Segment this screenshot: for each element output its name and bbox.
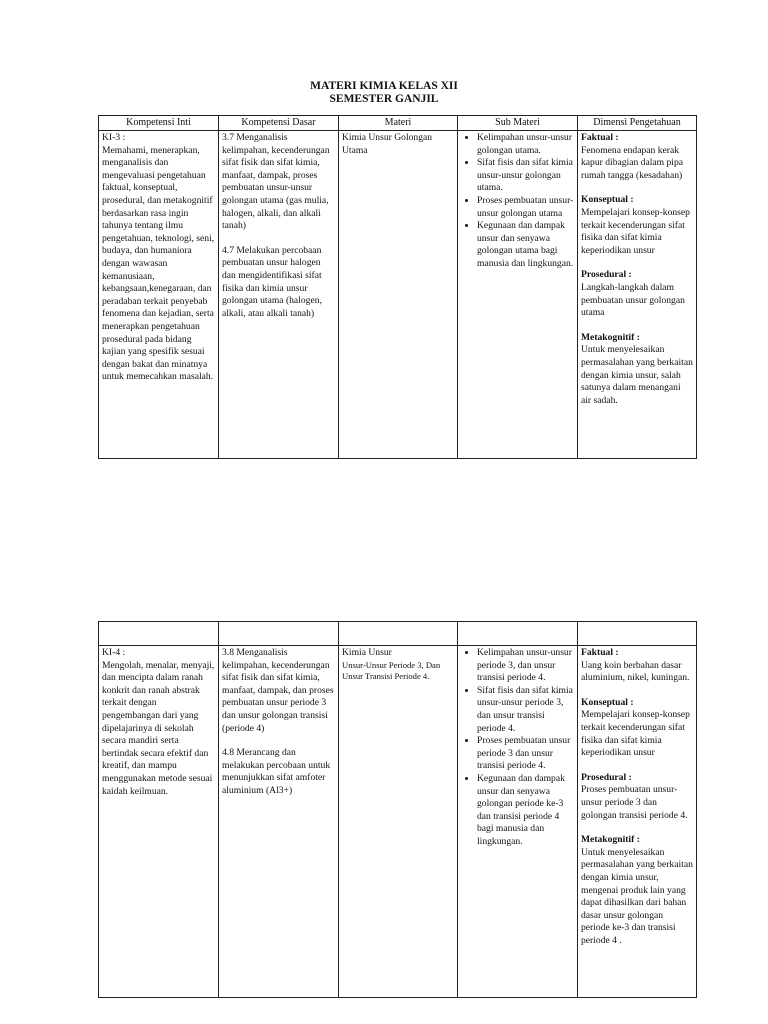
header-sub-materi: Sub Materi: [458, 116, 578, 131]
ki-cell: [99, 131, 219, 459]
prosedural-label: Prosedural :: [581, 269, 632, 281]
list-item: • Kelimpahan unsur-unsur periode 3, dan unsur transisi periode 4.: [477, 647, 574, 685]
dimensi-cell: [578, 646, 697, 998]
materi-title: Kimia Unsur: [342, 647, 392, 658]
kd-3-8: 3.8 Menganalisis kelimpahan, kecenderungan sifat fisik dan sifat kimia, manfaat, dampak, dan proses pembuatan unsur periode 3 dan unsur golongan transisi (periode 4): [222, 647, 334, 734]
metakognitif-label: Metakognitif :: [581, 331, 640, 343]
faktual-text: Fenomena endapan kerak kapur dibagian dalam pipa rumah tangga (kesadahan): [581, 144, 684, 181]
table-row: [99, 646, 697, 998]
ki-code: KI-3 :: [102, 132, 126, 143]
kd-cell: [219, 131, 339, 459]
sub-materi-list: [461, 132, 574, 271]
curriculum-table-2: [98, 621, 697, 998]
konseptual-text: Mempelajari konsep-konsep terkait kecenderungan sifat fisika dan sifat kimia keperiodikan unsur: [581, 709, 690, 759]
ki-cell: [99, 646, 219, 998]
ki-code: KI-4 :: [102, 647, 126, 658]
kd-4-8: 4.8 Merancang dan melakukan percobaan untuk menunjukkan sifat amfoter aluminium (Al3+): [222, 747, 331, 796]
sub-materi-cell: [458, 131, 578, 459]
header-materi: Materi: [339, 116, 458, 131]
materi-cell: [339, 131, 458, 459]
konseptual-label: Konseptual :: [581, 194, 634, 206]
list-item: • Kelimpahan unsur-unsur golongan utama.: [477, 132, 574, 157]
empty-header-row: [99, 622, 697, 646]
metakognitif-label: Metakognitif :: [581, 834, 640, 846]
metakognitif-text: Untuk menyelesaikan permasalahan yang berkaitan dengan kimia unsur, mengenai produk lain yang dapat dihasilkan dari bahan dasar unsur golongan periode ke-3 dan transisi periode 4 .: [581, 846, 693, 946]
sub-materi-list: [461, 647, 574, 849]
list-item: • Sifat fisis dan sifat kimia unsur-unsur periode 3, dan unsur transisi periode 4.: [477, 685, 574, 735]
metakognitif-text: Untuk menyelesaikan permasalahan yang berkaitan dengan kimia unsur, salah satunya dalam menangani air sadah.: [581, 344, 693, 406]
header-kompetensi-dasar: Kompetensi Dasar: [219, 116, 339, 131]
materi-text: Kimia Unsur Golongan Utama: [342, 132, 433, 156]
dimensi-cell: [578, 131, 697, 459]
list-item: • Proses pembuatan unsur periode 3 dan unsur transisi periode 4.: [477, 735, 574, 773]
prosedural-text: Proses pembuatan unsur-unsur periode 3 dan golongan transisi periode 4.: [581, 784, 688, 821]
list-item: • Proses pembuatan unsur-unsur golongan utama: [477, 195, 574, 220]
materi-subtitle: Unsur-Unsur Periode 3, Dan Unsur Transisi Periode 4.: [342, 659, 441, 681]
header-kompetensi-inti: Kompetensi Inti: [99, 116, 219, 131]
kd-3-7: 3.7 Menganalisis kelimpahan, kecenderungan sifat fisik dan sifat kimia, manfaat, dampak, proses pembuatan unsur-unsur golongan utama (gas mulia, halogen, alkali, dan alkali tanah): [222, 132, 330, 232]
konseptual-label: Konseptual :: [581, 696, 634, 708]
curriculum-table-1: [98, 115, 697, 459]
kd-cell: [219, 646, 339, 998]
page-subtitle: SEMESTER GANJIL: [329, 93, 439, 105]
list-item: • Kegunaan dan dampak unsur dan senyawa golongan periode ke-3 dan transisi periode 4 bagi manusia dan lingkungan.: [477, 773, 574, 849]
sub-materi-cell: [458, 646, 578, 998]
prosedural-label: Prosedural :: [581, 771, 632, 783]
list-item: • Kegunaan dan dampak unsur dan senyawa golongan utama bagi manusia dan lingkungan.: [477, 220, 574, 270]
header-row: [99, 116, 697, 131]
faktual-label: Faktual :: [581, 647, 619, 658]
ki-text: Mengolah, menalar, menyaji, dan mencipta dalam ranah konkrit dan ranah abstrak terkait dengan pengembangan dari yang dipelajarinya di sekolah secara mandiri serta bertindak secara efektif dan kreatif, dan mampu menggunakan metode sesuai kaidah keilmuan.: [102, 659, 215, 797]
prosedural-text: Langkah-langkah dalam pembuatan unsur golongan utama: [581, 281, 685, 319]
kd-4-7: 4.7 Melakukan percobaan pembuatan unsur halogen dan mengidentifikasi sifat fisika dan kimia unsur golongan utama (halogen, alkali, atau alkali tanah): [222, 244, 322, 319]
table-row: [99, 131, 697, 459]
list-item: • Sifat fisis dan sifat kimia unsur-unsur golongan utama.: [477, 157, 574, 195]
faktual-text: Uang koin berbahan dasar aluminium, nikel, kuningan.: [581, 659, 690, 684]
header-dimensi-pengetahuan: Dimensi Pengetahuan: [578, 116, 697, 131]
materi-cell: [339, 646, 458, 998]
page-title: MATERI KIMIA KELAS XII: [310, 80, 458, 92]
faktual-label: Faktual :: [581, 132, 619, 143]
ki-text: Memahami, menerapkan, menganalisis dan mengevaluasi pengetahuan faktual, konseptual, prosedural, dan metakognitif berdasarkan rasa ingin tahunya tentang ilmu pengetahuan, teknologi, seni, budaya, dan humaniora dengan wawasan kemanusiaan, kebangsaan,kenegaraan, dan peradaban terkait penyebab fenomena dan kejadian, serta menerapkan pengetahuan prosedural pada bidang kajian yang spesifik sesuai dengan bakat dan minatnya untuk memecahkan masalah.: [102, 144, 215, 383]
konseptual-text: Mempelajari konsep-konsep terkait kecenderungan sifat fisika dan sifat kimia keperiodikan unsur: [581, 206, 690, 256]
